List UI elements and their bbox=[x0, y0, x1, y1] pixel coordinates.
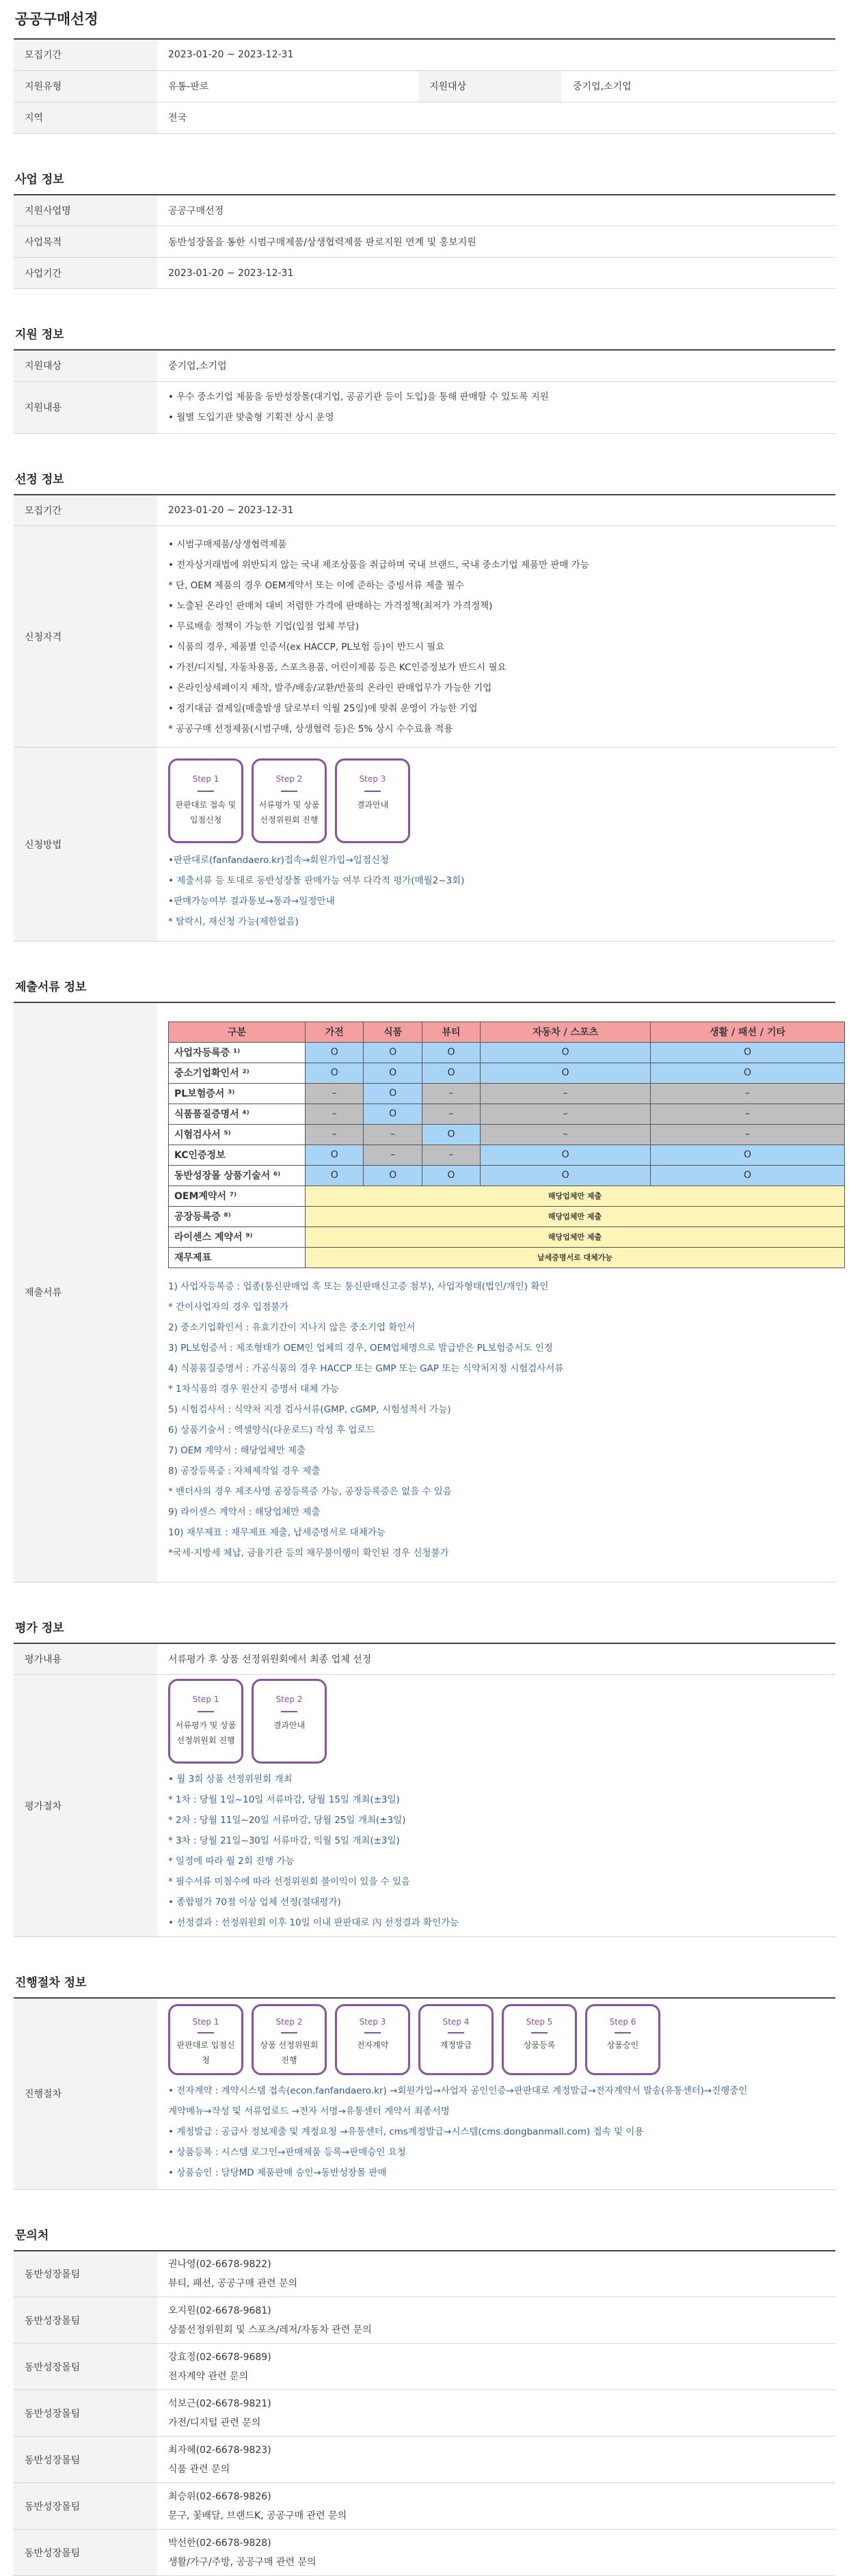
selection-method-label: 신청방법 bbox=[14, 748, 157, 942]
step-divider bbox=[198, 791, 214, 792]
section-title-selection: 선정 정보 bbox=[14, 465, 835, 494]
method-item: * 탈락시, 재신청 가능(제한없음) bbox=[168, 912, 824, 932]
docs-matrix bbox=[168, 1022, 845, 1268]
contact-row bbox=[14, 2297, 835, 2344]
evaluation-item: * 2차 : 당월 11일~20일 서류마감, 당월 25일 개최(±3일) bbox=[168, 1810, 824, 1831]
doc-name: 사업자등록증 ¹⁾ bbox=[169, 1042, 306, 1063]
doc-cell: O bbox=[306, 1165, 364, 1186]
contact-info bbox=[157, 2390, 835, 2437]
summary-label: 지원대상 bbox=[418, 70, 562, 102]
step-number: Step 1 bbox=[193, 774, 219, 784]
method-step bbox=[335, 758, 410, 843]
contact-row bbox=[14, 2437, 835, 2483]
process-table bbox=[14, 1997, 835, 2190]
docs-header-cell: 구분 bbox=[169, 1022, 306, 1042]
qual-item: * 단, OEM 제품의 경우 OEM계약서 또는 이에 준하는 증빙서류 제출 필수 bbox=[168, 575, 824, 596]
doc-cell: – bbox=[651, 1104, 845, 1124]
doc-name: 공장등록증 ⁸⁾ bbox=[169, 1206, 306, 1227]
evaluation-item: • 종합평가 70점 이상 업체 선정(절대평가) bbox=[168, 1892, 824, 1913]
support-row-target bbox=[14, 350, 835, 381]
docs-matrix-row bbox=[169, 1124, 845, 1145]
qual-item: • 노출된 온라인 판매처 대비 저렴한 가격에 판매하는 가격정책(최저가 가격정책) bbox=[168, 596, 824, 616]
doc-cell: O bbox=[481, 1145, 651, 1165]
selection-period-value: 2023-01-20 ~ 2023-12-31 bbox=[157, 495, 835, 526]
docs-note: *국세·지방세 체납, 금융기관 등의 채무불이행이 확인된 경우 신청불가 bbox=[168, 1543, 824, 1563]
doc-name: 식품품질증명서 ⁴⁾ bbox=[169, 1104, 306, 1124]
doc-cell: O bbox=[422, 1124, 480, 1145]
process-step bbox=[502, 2004, 577, 2075]
method-step bbox=[252, 758, 327, 843]
doc-cell: – bbox=[422, 1083, 480, 1104]
docs-note: 6) 상품기술서 : 엑셀양식(다운로드) 작성 후 업로드 bbox=[168, 1420, 824, 1440]
docs-note: * 밴더사의 경우 제조사명 공장등록증 가능, 공장등록증은 없을 수 있음 bbox=[168, 1481, 824, 1502]
process-step bbox=[168, 2004, 243, 2075]
contact-name: 최자혜(02-6678-9823) bbox=[168, 2441, 824, 2460]
contact-info bbox=[157, 2437, 835, 2483]
process-row bbox=[14, 1998, 835, 2189]
evaluation-item: • 월 3회 상품 선정위원회 개최 bbox=[168, 1769, 824, 1790]
business-label: 사업기간 bbox=[14, 258, 157, 289]
doc-merged-cell: 납세증명서로 대체가능 bbox=[306, 1247, 845, 1268]
section-title-evaluation: 평가 정보 bbox=[14, 1614, 835, 1643]
process-item: • 상품승인 : 담당MD 제품판매 승인→동반성장몰 판매 bbox=[168, 2163, 824, 2183]
section-title-business: 사업 정보 bbox=[14, 165, 835, 194]
doc-cell: O bbox=[364, 1083, 422, 1104]
contact-name: 권나영(02-6678-9822) bbox=[168, 2255, 824, 2274]
docs-content bbox=[157, 1002, 835, 1582]
doc-cell: O bbox=[422, 1042, 480, 1063]
doc-cell: – bbox=[364, 1124, 422, 1145]
support-content bbox=[157, 381, 835, 433]
process-item: 계약메뉴→작성 및 서류업로드 →전자 서명→유통센터 계약서 최종서명 bbox=[168, 2101, 824, 2122]
doc-cell: O bbox=[651, 1145, 845, 1165]
qual-item: • 온라인상세페이지 제작, 발주/배송/교환/반품의 온라인 판매업무가 가능한 기업 bbox=[168, 678, 824, 698]
process-steps bbox=[168, 2004, 824, 2075]
step-divider bbox=[364, 791, 381, 792]
business-row bbox=[14, 258, 835, 289]
doc-name: 라이센스 계약서 ⁹⁾ bbox=[169, 1227, 306, 1247]
business-value: 2023-01-20 ~ 2023-12-31 bbox=[157, 258, 835, 289]
doc-cell: O bbox=[306, 1145, 364, 1165]
step-divider bbox=[531, 2032, 548, 2033]
docs-matrix-row bbox=[169, 1145, 845, 1165]
process-step bbox=[335, 2004, 410, 2075]
doc-cell: – bbox=[306, 1124, 364, 1145]
selection-qual-label: 신청자격 bbox=[14, 526, 157, 748]
docs-header-cell: 자동차 / 스포츠 bbox=[481, 1022, 651, 1042]
step-text: 계정발급 bbox=[437, 2038, 474, 2053]
selection-row-qualification bbox=[14, 526, 835, 748]
step-text: 전자계약 bbox=[354, 2038, 391, 2053]
doc-cell: – bbox=[422, 1104, 480, 1124]
doc-cell: O bbox=[651, 1165, 845, 1186]
method-steps bbox=[168, 758, 824, 843]
process-content bbox=[157, 1998, 835, 2189]
process-step bbox=[418, 2004, 494, 2075]
summary-value: 중기업,소기업 bbox=[562, 70, 835, 102]
doc-cell: O bbox=[481, 1165, 651, 1186]
docs-note: 2) 중소기업확인서 : 유효기간이 지나지 않은 중소기업 확인서 bbox=[168, 1317, 824, 1338]
docs-notes bbox=[168, 1276, 824, 1563]
process-step bbox=[585, 2004, 660, 2075]
doc-name: 동반성장몰 상품기술서 ⁶⁾ bbox=[169, 1165, 306, 1186]
doc-merged-cell: 해당업체만 제출 bbox=[306, 1206, 845, 1227]
docs-header-cell: 가전 bbox=[306, 1022, 364, 1042]
doc-name: 시험검사서 ⁵⁾ bbox=[169, 1124, 306, 1145]
doc-name: 중소기업확인서 ²⁾ bbox=[169, 1063, 306, 1083]
docs-matrix-body bbox=[169, 1042, 845, 1268]
method-item: • 제출서류 등 토대로 동반성장몰 판매가능 여부 다각적 평가(매월2~3회) bbox=[168, 871, 824, 891]
step-divider bbox=[198, 2032, 214, 2033]
docs-note: * 간이사업자의 경우 입점불가 bbox=[168, 1297, 824, 1317]
doc-cell: O bbox=[364, 1063, 422, 1083]
step-number: Step 2 bbox=[276, 1695, 303, 1704]
contact-team: 동반성장몰팀 bbox=[14, 2390, 157, 2437]
support-content-item: • 우수 중소기업 제품을 동반성장몰(대기업, 공공기관 등이 도입)을 통해 판매할 수 있도록 지원 bbox=[168, 387, 824, 407]
contact-name: 최승위(02-6678-9826) bbox=[168, 2487, 824, 2506]
evaluation-content-value: 서류평가 후 상품 선정위원회에서 최종 업체 선정 bbox=[157, 1643, 835, 1675]
doc-cell: – bbox=[651, 1083, 845, 1104]
contact-name: 강효정(02-6678-9689) bbox=[168, 2348, 824, 2367]
step-divider bbox=[281, 1711, 297, 1712]
evaluation-item: * 1차 : 당월 1일~10일 서류마감, 당월 15일 개최(±3일) bbox=[168, 1790, 824, 1810]
step-number: Step 1 bbox=[193, 1695, 219, 1704]
step-number: Step 1 bbox=[193, 2017, 219, 2027]
summary-value: 유통-판로 bbox=[157, 70, 418, 102]
contact-desc: 문구, 꽃배달, 브랜드K, 공공구매 관련 문의 bbox=[168, 2506, 824, 2525]
docs-matrix-row bbox=[169, 1227, 845, 1247]
section-title-contacts: 문의처 bbox=[14, 2221, 835, 2250]
business-row bbox=[14, 226, 835, 258]
docs-matrix-row bbox=[169, 1042, 845, 1063]
process-label: 진행절차 bbox=[14, 1998, 157, 2189]
section-title-support: 지원 정보 bbox=[14, 320, 835, 349]
contact-info bbox=[157, 2530, 835, 2576]
docs-note: 8) 공장등록증 : 자체제작일 경우 제출 bbox=[168, 1461, 824, 1481]
support-target-label: 지원대상 bbox=[14, 350, 157, 381]
summary-table bbox=[14, 38, 835, 134]
step-text: 서류평가 및 상품선정위원회 진행 bbox=[170, 1718, 241, 1748]
step-number: Step 2 bbox=[276, 2017, 303, 2027]
qual-item: • 식품의 경우, 제품별 인증서(ex HACCP, PL보험 등)이 반드시 필요 bbox=[168, 637, 824, 657]
docs-label: 제출서류 bbox=[14, 1002, 157, 1582]
doc-cell: O bbox=[306, 1042, 364, 1063]
page-title: 공공구매선정 bbox=[14, 0, 835, 38]
step-text: 상품등록 bbox=[521, 2038, 558, 2053]
doc-cell: – bbox=[306, 1104, 364, 1124]
step-text: 결과안내 bbox=[271, 1718, 308, 1733]
contact-name: 석보근(02-6678-9821) bbox=[168, 2394, 824, 2413]
method-item: •판판대로(fanfandaero.kr)접속→회원가입→입점신청 bbox=[168, 850, 824, 871]
evaluation-item: * 필수서류 미첨수에 따라 선정위원회 불이익이 있을 수 있음 bbox=[168, 1872, 824, 1892]
business-label: 지원사업명 bbox=[14, 195, 157, 226]
contact-team: 동반성장몰팀 bbox=[14, 2344, 157, 2390]
contact-info bbox=[157, 2344, 835, 2390]
step-number: Step 5 bbox=[526, 2017, 553, 2027]
selection-row-period bbox=[14, 495, 835, 526]
doc-cell: – bbox=[306, 1083, 364, 1104]
contact-team: 동반성장몰팀 bbox=[14, 2483, 157, 2530]
step-text: 결과안내 bbox=[354, 797, 391, 812]
contact-row bbox=[14, 2251, 835, 2297]
section-title-process: 진행절차 정보 bbox=[14, 1969, 835, 1997]
method-step bbox=[168, 758, 243, 843]
contact-row bbox=[14, 2344, 835, 2390]
step-number: Step 2 bbox=[276, 774, 303, 784]
docs-note: 4) 식품품질증명서 : 가공식품의 경우 HACCP 또는 GMP 또는 GAP 또는 식약처지정 시험검사서류 bbox=[168, 1358, 824, 1379]
doc-cell: O bbox=[651, 1042, 845, 1063]
contact-desc: 전자계약 관련 문의 bbox=[168, 2367, 824, 2386]
contact-team: 동반성장몰팀 bbox=[14, 2530, 157, 2576]
qual-item: • 가전/디지털, 자동차용품, 스포츠용품, 어린이제품 등은 KC인증정보가 반드시 필요 bbox=[168, 657, 824, 678]
step-divider bbox=[281, 2032, 297, 2033]
contact-info bbox=[157, 2483, 835, 2530]
docs-matrix-row bbox=[169, 1104, 845, 1124]
process-item: • 전자계약 : 계약시스템 접속(econ.fanfandaero.kr) →회원가입→사업자 공인인증→판판대로 계정발급→전자계약서 발송(유통센터)→진행중인 bbox=[168, 2081, 824, 2101]
doc-cell: O bbox=[364, 1165, 422, 1186]
qual-item: • 정기대금 결제일(매출발생 달로부터 익월 25일)에 맞춰 운영이 가능한 기업 bbox=[168, 698, 824, 719]
doc-merged-cell: 해당업체만 제출 bbox=[306, 1186, 845, 1206]
step-number: Step 6 bbox=[610, 2017, 636, 2027]
step-divider bbox=[615, 2032, 631, 2033]
docs-header-cell: 생활 / 패션 / 기타 bbox=[651, 1022, 845, 1042]
contact-desc: 식품 관련 문의 bbox=[168, 2460, 824, 2479]
summary-label: 모집기간 bbox=[14, 39, 157, 70]
contact-desc: 상품선정위원회 및 스포츠/레저/자동차 관련 문의 bbox=[168, 2320, 824, 2340]
step-number: Step 4 bbox=[443, 2017, 470, 2027]
selection-method bbox=[157, 748, 835, 942]
contact-team: 동반성장몰팀 bbox=[14, 2437, 157, 2483]
step-divider bbox=[198, 1711, 214, 1712]
process-step bbox=[252, 2004, 327, 2075]
doc-cell: – bbox=[422, 1145, 480, 1165]
docs-note: 10) 재무제표 : 재무제표 제출, 납세증명서로 대체가능 bbox=[168, 1522, 824, 1543]
docs-matrix-row bbox=[169, 1063, 845, 1083]
evaluation-proc-label: 평가절차 bbox=[14, 1675, 157, 1937]
summary-row-period bbox=[14, 39, 835, 70]
doc-cell: – bbox=[364, 1145, 422, 1165]
contact-row bbox=[14, 2390, 835, 2437]
doc-name: KC인증정보 bbox=[169, 1145, 306, 1165]
contact-info bbox=[157, 2251, 835, 2297]
doc-cell: O bbox=[422, 1165, 480, 1186]
docs-matrix-row bbox=[169, 1247, 845, 1268]
doc-cell: O bbox=[481, 1042, 651, 1063]
docs-row bbox=[14, 1002, 835, 1582]
support-content-item: • 월별 도입기관 맞춤형 기획전 상시 운영 bbox=[168, 407, 824, 428]
process-item: • 계정발급 : 공급사 정보제출 및 계정요청 →유통센터, cms계정발급→시스템(cms.dongbanmall.com) 접속 및 이용 bbox=[168, 2122, 824, 2142]
docs-matrix-row bbox=[169, 1165, 845, 1186]
doc-name: OEM계약서 ⁷⁾ bbox=[169, 1186, 306, 1206]
qual-item: * 공공구매 선정제품(시범구매, 상생협력 등)은 5% 상시 수수료율 적용 bbox=[168, 719, 824, 739]
support-table bbox=[14, 349, 835, 434]
selection-row-method bbox=[14, 748, 835, 942]
doc-cell: O bbox=[364, 1104, 422, 1124]
support-target-value: 중기업,소기업 bbox=[157, 350, 835, 381]
section-title-docs: 제출서류 정보 bbox=[14, 973, 835, 1002]
step-number: Step 3 bbox=[360, 774, 386, 784]
summary-value: 2023-01-20 ~ 2023-12-31 bbox=[157, 39, 835, 70]
support-content-label: 지원내용 bbox=[14, 381, 157, 433]
evaluation-step bbox=[252, 1679, 327, 1764]
docs-note: * 1차식품의 경우 원산지 증명서 대체 가능 bbox=[168, 1379, 824, 1399]
process-item: • 상품등록 : 시스템 로그인→판매제품 등록→판매승인 요청 bbox=[168, 2142, 824, 2163]
summary-label: 지역 bbox=[14, 102, 157, 133]
docs-matrix-row bbox=[169, 1206, 845, 1227]
contact-info bbox=[157, 2297, 835, 2344]
evaluation-row-process bbox=[14, 1675, 835, 1937]
doc-cell: O bbox=[422, 1063, 480, 1083]
doc-cell: O bbox=[306, 1063, 364, 1083]
doc-cell: – bbox=[651, 1124, 845, 1145]
step-divider bbox=[364, 2032, 381, 2033]
qual-item: • 전자상거래법에 위반되지 않는 국내 제조상품을 취급하며 국내 브랜드, 국내 중소기업 제품만 판매 가능 bbox=[168, 555, 824, 575]
contact-team: 동반성장몰팀 bbox=[14, 2251, 157, 2297]
business-label: 사업목적 bbox=[14, 226, 157, 258]
contact-name: 박선한(02-6678-9828) bbox=[168, 2534, 824, 2553]
doc-cell: O bbox=[364, 1042, 422, 1063]
doc-merged-cell: 해당업체만 제출 bbox=[306, 1227, 845, 1247]
docs-header-cell: 뷰티 bbox=[422, 1022, 480, 1042]
docs-note: 3) PL보험증서 : 제조형태가 OEM인 업체의 경우, OEM업체명으로 발급받은 PL보험증서도 인정 bbox=[168, 1338, 824, 1358]
docs-note: 9) 라이센스 계약서 : 해당업체만 제출 bbox=[168, 1502, 824, 1522]
step-number: Step 3 bbox=[360, 2017, 386, 2027]
evaluation-step bbox=[168, 1679, 243, 1764]
contact-desc: 뷰티, 패션, 공공구매 관련 문의 bbox=[168, 2274, 824, 2293]
doc-cell: O bbox=[651, 1063, 845, 1083]
summary-label: 지원유형 bbox=[14, 70, 157, 102]
contact-desc: 생활/가구/주방, 공공구매 관련 문의 bbox=[168, 2553, 824, 2572]
contacts-table bbox=[14, 2250, 835, 2576]
evaluation-steps bbox=[168, 1679, 824, 1764]
evaluation-content-label: 평가내용 bbox=[14, 1643, 157, 1675]
doc-name: 재무제표 bbox=[169, 1247, 306, 1268]
step-text: 상품승인 bbox=[604, 2038, 641, 2053]
business-table bbox=[14, 194, 835, 290]
docs-note: 1) 사업자등록증 : 업종(통신판매업 혹 또는 통신판매신고증 첨부), 사업자형태(법인/개인) 확인 bbox=[168, 1276, 824, 1297]
step-text: 상품 선정위원회 진행 bbox=[254, 2038, 325, 2068]
step-divider bbox=[448, 2032, 464, 2033]
step-text: 판판대로 입점신청 bbox=[170, 2038, 241, 2068]
evaluation-row-content bbox=[14, 1643, 835, 1675]
evaluation-item: • 선정결과 : 선정위원회 이후 10일 이내 판판대로 內 선정결과 확인가능 bbox=[168, 1913, 824, 1933]
summary-row-type bbox=[14, 70, 835, 102]
business-row bbox=[14, 195, 835, 226]
contact-name: 오지원(02-6678-9681) bbox=[168, 2301, 824, 2320]
doc-cell: – bbox=[481, 1124, 651, 1145]
contact-desc: 가전/디지털 관련 문의 bbox=[168, 2413, 824, 2433]
business-value: 공공구매선정 bbox=[157, 195, 835, 226]
docs-matrix-row bbox=[169, 1083, 845, 1104]
qual-item: • 시범구매제품/상생협력제품 bbox=[168, 534, 824, 555]
contact-row bbox=[14, 2483, 835, 2530]
selection-table bbox=[14, 494, 835, 942]
doc-cell: – bbox=[481, 1083, 651, 1104]
docs-header-cell: 식품 bbox=[364, 1022, 422, 1042]
step-text: 서류평가 및 상품선정위원회 진행 bbox=[254, 797, 325, 827]
summary-value: 전국 bbox=[157, 102, 835, 133]
evaluation-item: * 3차 : 당월 21일~30일 서류마감, 익월 5일 개최(±3일) bbox=[168, 1831, 824, 1851]
support-row-content bbox=[14, 381, 835, 433]
docs-note: 7) OEM 계약서 : 해당업체만 제출 bbox=[168, 1440, 824, 1461]
doc-cell: – bbox=[481, 1104, 651, 1124]
business-value: 동반성장몰을 통한 시범구매제품/상생협력제품 판로지원 연계 및 홍보지원 bbox=[157, 226, 835, 258]
doc-name: PL보험증서 ³⁾ bbox=[169, 1083, 306, 1104]
contact-row bbox=[14, 2530, 835, 2576]
selection-period-label: 모집기간 bbox=[14, 495, 157, 526]
method-item: •판매가능여부 결과통보→통과→일정안내 bbox=[168, 891, 824, 912]
docs-note: 5) 시험검사서 : 식약처 지정 검사서류(GMP, cGMP, 시험성적서 가능) bbox=[168, 1399, 824, 1420]
doc-cell: O bbox=[481, 1063, 651, 1083]
evaluation-table bbox=[14, 1643, 835, 1938]
step-divider bbox=[281, 791, 297, 792]
summary-row-region bbox=[14, 102, 835, 133]
selection-qual bbox=[157, 526, 835, 748]
evaluation-proc bbox=[157, 1675, 835, 1937]
docs-matrix-row bbox=[169, 1186, 845, 1206]
evaluation-item: * 일정에 따라 월 2회 진행 가능 bbox=[168, 1851, 824, 1872]
contact-team: 동반성장몰팀 bbox=[14, 2297, 157, 2344]
docs-table bbox=[14, 1002, 835, 1582]
docs-matrix-header bbox=[169, 1022, 845, 1042]
step-text: 판판대로 접속 및 입점신청 bbox=[170, 797, 241, 827]
qual-item: • 무료배송 정책이 가능한 기업(입점 업체 부담) bbox=[168, 616, 824, 637]
